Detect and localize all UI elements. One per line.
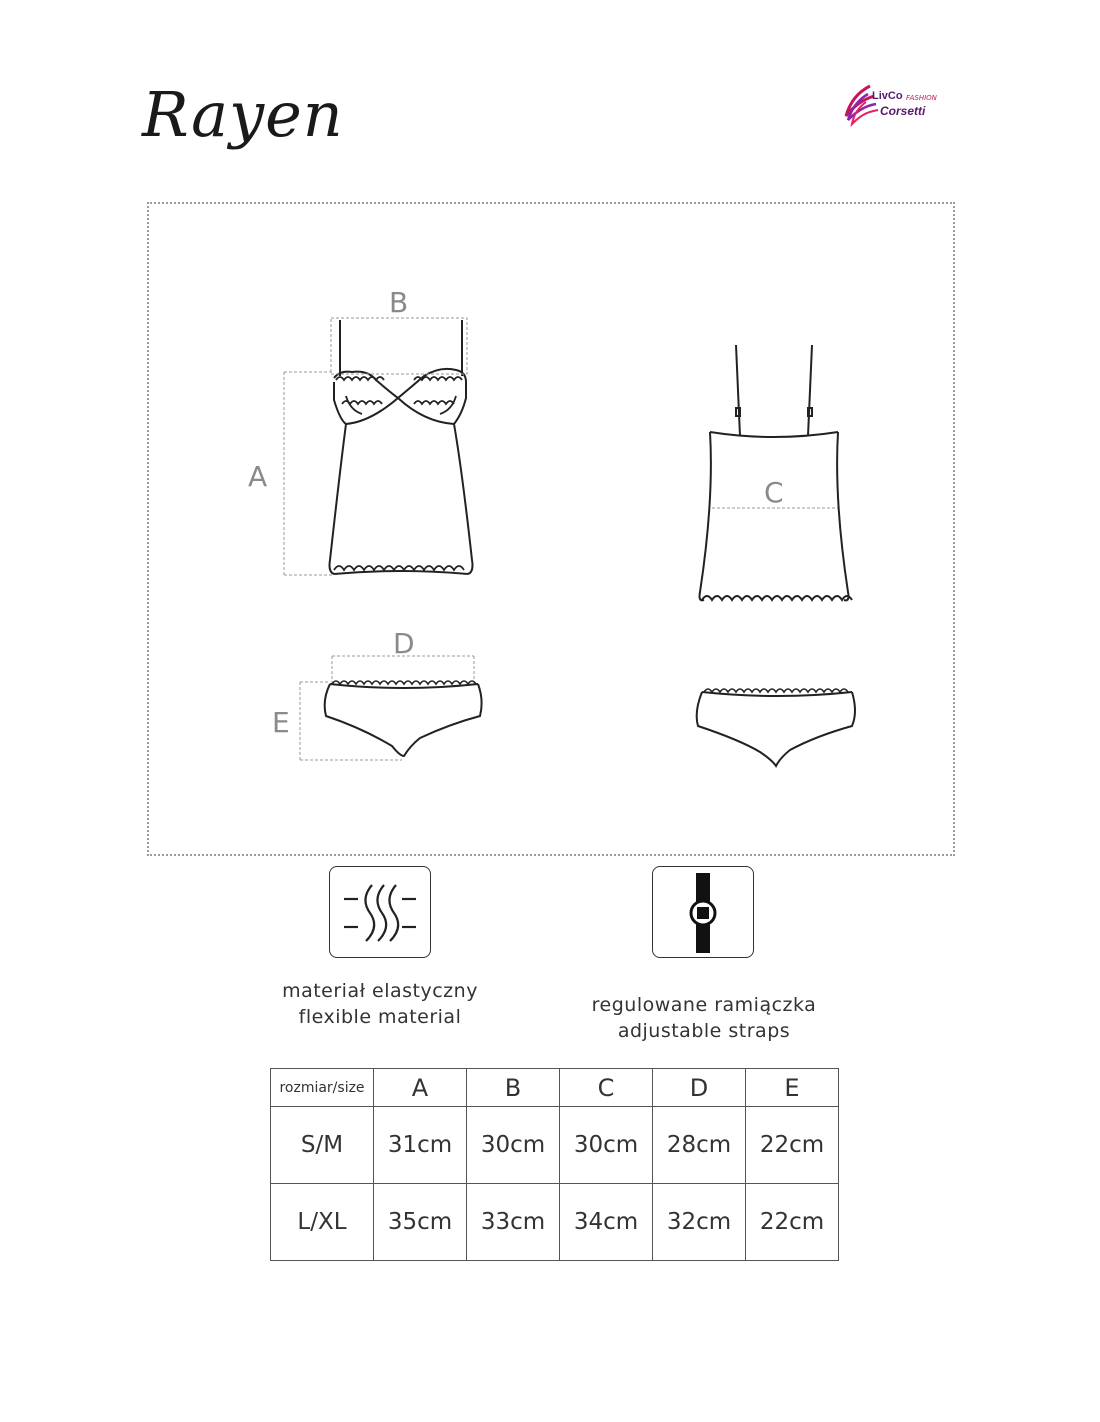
size-label: L/XL <box>271 1184 374 1261</box>
camisole-front-drawing <box>330 320 473 574</box>
feature-elastic-label-pl: materiał elastyczny <box>282 980 478 1002</box>
size-table-corner: rozmiar/size <box>271 1069 374 1107</box>
size-header-b: B <box>467 1069 560 1107</box>
measure-label-d: D <box>393 627 415 660</box>
size-value: 22cm <box>746 1184 839 1261</box>
measure-label-a: A <box>248 460 268 493</box>
measure-label-e: E <box>272 706 290 739</box>
measure-label-c: C <box>764 476 784 509</box>
elastic-material-icon <box>329 866 431 958</box>
size-header-d: D <box>653 1069 746 1107</box>
product-title: Rayen <box>142 78 344 151</box>
size-value: 32cm <box>653 1184 746 1261</box>
size-value: 34cm <box>560 1184 653 1261</box>
feature-elastic-label-en: flexible material <box>298 1006 462 1028</box>
size-value: 33cm <box>467 1184 560 1261</box>
size-value: 30cm <box>467 1107 560 1184</box>
camisole-front-lace <box>334 377 464 570</box>
measure-label-b: B <box>389 286 409 319</box>
size-value: 35cm <box>374 1184 467 1261</box>
brand-tag: FASHION <box>906 94 937 102</box>
size-table-header <box>271 1069 839 1107</box>
brand-name-top: LivCo <box>872 90 903 102</box>
size-header-e: E <box>746 1069 839 1107</box>
waves-icon <box>330 867 430 957</box>
feature-straps-label <box>574 992 834 1044</box>
adjustable-strap-icon <box>652 866 754 958</box>
size-value: 30cm <box>560 1107 653 1184</box>
table-row <box>271 1184 839 1261</box>
size-label: S/M <box>271 1107 374 1184</box>
size-table <box>270 1068 839 1261</box>
feature-straps-label-en: adjustable straps <box>617 1020 791 1042</box>
camisole-back-drawing <box>700 345 853 600</box>
panties-back-drawing <box>697 689 855 766</box>
size-value: 22cm <box>746 1107 839 1184</box>
feature-straps-label-pl: regulowane ramiączka <box>591 994 817 1016</box>
feature-elastic-label <box>270 978 490 1030</box>
size-header-c: C <box>560 1069 653 1107</box>
brand-name-bottom: Corsetti <box>880 104 926 118</box>
strap-buckle-icon <box>653 867 753 957</box>
size-value: 31cm <box>374 1107 467 1184</box>
measurement-guides <box>284 318 838 760</box>
table-row <box>271 1107 839 1184</box>
size-value: 28cm <box>653 1107 746 1184</box>
panties-front-drawing <box>325 681 482 756</box>
size-header-a: A <box>374 1069 467 1107</box>
